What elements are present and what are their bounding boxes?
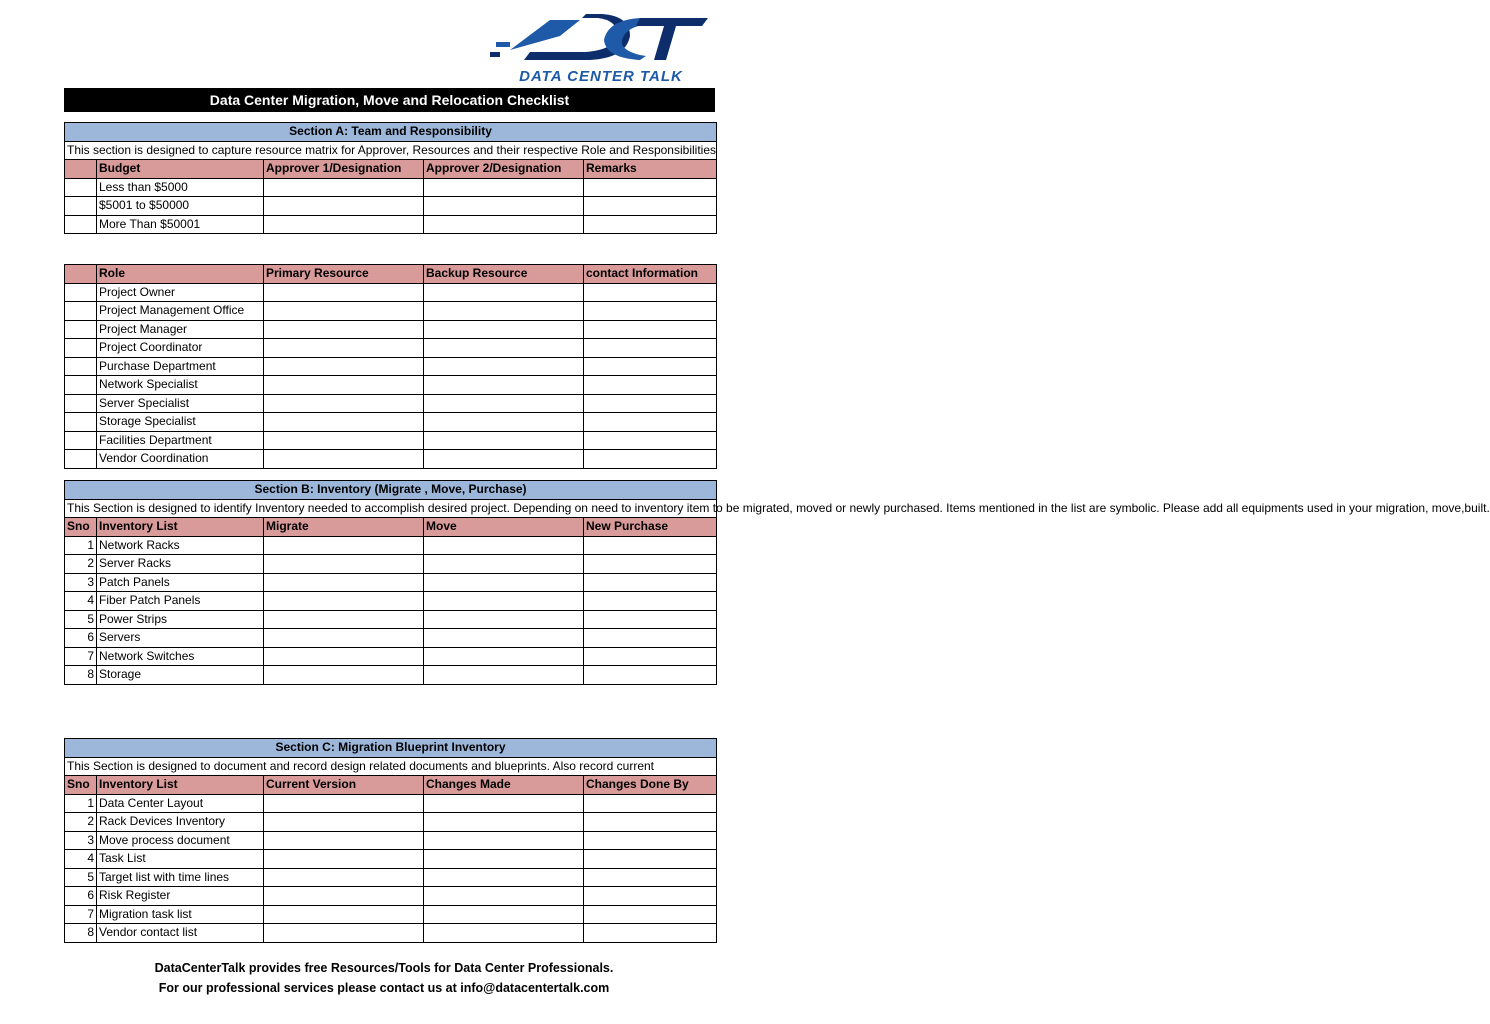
table-row bbox=[65, 794, 717, 813]
input-cell[interactable] bbox=[264, 450, 424, 469]
footer-line-resources: DataCenterTalk provides free Resources/Tools for Data Center Professionals. bbox=[154, 961, 614, 975]
input-cell[interactable] bbox=[264, 431, 424, 450]
table-row bbox=[65, 431, 717, 450]
section-a-description: This section is designed to capture resource matrix for Approver, Resources and their respective Role and Responsibilities bbox=[65, 141, 717, 160]
table-row bbox=[65, 868, 717, 887]
input-cell[interactable] bbox=[584, 850, 717, 869]
role-label: Network Specialist bbox=[97, 376, 264, 395]
input-cell[interactable] bbox=[584, 868, 717, 887]
row-number: 2 bbox=[65, 555, 97, 574]
input-cell[interactable] bbox=[584, 813, 717, 832]
input-cell[interactable] bbox=[424, 283, 584, 302]
role-label: Project Coordinator bbox=[97, 339, 264, 358]
column-header: Remarks bbox=[584, 160, 717, 179]
row-number: 8 bbox=[65, 924, 97, 943]
blueprint-item: Data Center Layout bbox=[97, 794, 264, 813]
role-label: Server Specialist bbox=[97, 394, 264, 413]
input-cell[interactable] bbox=[424, 924, 584, 943]
input-cell[interactable] bbox=[584, 431, 717, 450]
blueprint-item: Task List bbox=[97, 850, 264, 869]
input-cell[interactable] bbox=[584, 831, 717, 850]
role-label: Project Manager bbox=[97, 320, 264, 339]
inventory-header-row bbox=[65, 518, 717, 537]
input-cell[interactable] bbox=[424, 629, 584, 648]
row-number: 7 bbox=[65, 647, 97, 666]
input-cell[interactable] bbox=[264, 813, 424, 832]
section-a-budget-table bbox=[64, 122, 717, 234]
blueprint-item: Risk Register bbox=[97, 887, 264, 906]
column-header: Current Version bbox=[264, 776, 424, 795]
input-cell[interactable] bbox=[424, 887, 584, 906]
input-cell[interactable] bbox=[264, 666, 424, 685]
input-cell[interactable] bbox=[264, 573, 424, 592]
input-cell[interactable] bbox=[264, 794, 424, 813]
row-number: 7 bbox=[65, 905, 97, 924]
budget-label: Less than $5000 bbox=[97, 178, 264, 197]
input-cell[interactable] bbox=[584, 357, 717, 376]
table-row bbox=[65, 555, 717, 574]
column-header: Inventory List bbox=[97, 776, 264, 795]
input-cell[interactable] bbox=[264, 376, 424, 395]
role-header-row bbox=[65, 265, 717, 284]
table-row bbox=[65, 610, 717, 629]
input-cell[interactable] bbox=[584, 450, 717, 469]
table-row bbox=[65, 450, 717, 469]
section-c-heading: Section C: Migration Blueprint Inventory bbox=[65, 739, 717, 758]
table-row bbox=[65, 283, 717, 302]
inventory-item: Server Racks bbox=[97, 555, 264, 574]
row-number: 3 bbox=[65, 831, 97, 850]
input-cell[interactable] bbox=[584, 555, 717, 574]
row-number: 4 bbox=[65, 592, 97, 611]
input-cell[interactable] bbox=[584, 629, 717, 648]
input-cell[interactable] bbox=[264, 905, 424, 924]
column-header: Sno bbox=[65, 776, 97, 795]
column-header: Sno bbox=[65, 518, 97, 537]
section-b-description: This Section is designed to identify Inventory needed to accomplish desired project. Depending on need to inventory item to be migrated, moved or newly purchased. Items mentioned in the list are symbolic. Please add all equipments used in your migration, move,built. bbox=[65, 499, 717, 518]
blueprint-item: Vendor contact list bbox=[97, 924, 264, 943]
input-cell[interactable] bbox=[584, 320, 717, 339]
section-c-description: This Section is designed to document and record design related documents and blueprints. Also record current bbox=[65, 757, 717, 776]
input-cell[interactable] bbox=[424, 610, 584, 629]
table-row bbox=[65, 831, 717, 850]
inventory-item: Fiber Patch Panels bbox=[97, 592, 264, 611]
input-cell[interactable] bbox=[264, 536, 424, 555]
dct-logo-mark bbox=[490, 12, 710, 72]
input-cell[interactable] bbox=[584, 647, 717, 666]
role-label: Project Owner bbox=[97, 283, 264, 302]
role-label: Facilities Department bbox=[97, 431, 264, 450]
input-cell[interactable] bbox=[584, 283, 717, 302]
dct-logo bbox=[490, 12, 710, 90]
row-number: 6 bbox=[65, 887, 97, 906]
table-row bbox=[65, 339, 717, 358]
input-cell[interactable] bbox=[424, 555, 584, 574]
input-cell[interactable] bbox=[424, 376, 584, 395]
input-cell[interactable] bbox=[584, 178, 717, 197]
column-header: Approver 2/Designation bbox=[424, 160, 584, 179]
table-row bbox=[65, 887, 717, 906]
blueprint-item: Move process document bbox=[97, 831, 264, 850]
input-cell[interactable] bbox=[424, 536, 584, 555]
input-cell[interactable] bbox=[424, 831, 584, 850]
input-cell[interactable] bbox=[424, 647, 584, 666]
input-cell[interactable] bbox=[584, 905, 717, 924]
input-cell[interactable] bbox=[424, 339, 584, 358]
inventory-item: Storage bbox=[97, 666, 264, 685]
table-row bbox=[65, 536, 717, 555]
input-cell[interactable] bbox=[424, 666, 584, 685]
table-row bbox=[65, 592, 717, 611]
input-cell[interactable] bbox=[264, 413, 424, 432]
input-cell[interactable] bbox=[424, 905, 584, 924]
inventory-item: Network Racks bbox=[97, 536, 264, 555]
table-row bbox=[65, 413, 717, 432]
input-cell[interactable] bbox=[264, 831, 424, 850]
input-cell[interactable] bbox=[264, 339, 424, 358]
input-cell[interactable] bbox=[424, 813, 584, 832]
row-number: 4 bbox=[65, 850, 97, 869]
input-cell[interactable] bbox=[424, 573, 584, 592]
column-header: Move bbox=[424, 518, 584, 537]
input-cell[interactable] bbox=[424, 178, 584, 197]
row-number: 6 bbox=[65, 629, 97, 648]
input-cell[interactable] bbox=[424, 850, 584, 869]
input-cell[interactable] bbox=[424, 215, 584, 234]
input-cell[interactable] bbox=[264, 197, 424, 216]
table-row bbox=[65, 320, 717, 339]
column-header: Backup Resource bbox=[424, 265, 584, 284]
input-cell[interactable] bbox=[264, 555, 424, 574]
input-cell[interactable] bbox=[584, 794, 717, 813]
input-cell[interactable] bbox=[584, 536, 717, 555]
table-row bbox=[65, 302, 717, 321]
table-row bbox=[65, 813, 717, 832]
table-row bbox=[65, 924, 717, 943]
section-c-blueprint-table bbox=[64, 738, 717, 943]
table-row bbox=[65, 215, 717, 234]
input-cell[interactable] bbox=[264, 178, 424, 197]
input-cell[interactable] bbox=[424, 450, 584, 469]
row-number: 1 bbox=[65, 794, 97, 813]
input-cell[interactable] bbox=[584, 610, 717, 629]
blueprint-item: Migration task list bbox=[97, 905, 264, 924]
input-cell[interactable] bbox=[424, 357, 584, 376]
table-row bbox=[65, 376, 717, 395]
column-header: contact Information bbox=[584, 265, 717, 284]
table-row bbox=[65, 629, 717, 648]
input-cell[interactable] bbox=[264, 302, 424, 321]
input-cell[interactable] bbox=[424, 197, 584, 216]
input-cell[interactable] bbox=[264, 924, 424, 943]
input-cell[interactable] bbox=[264, 394, 424, 413]
input-cell[interactable] bbox=[264, 215, 424, 234]
input-cell[interactable] bbox=[264, 850, 424, 869]
input-cell[interactable] bbox=[424, 431, 584, 450]
input-cell[interactable] bbox=[424, 302, 584, 321]
table-row bbox=[65, 394, 717, 413]
input-cell[interactable] bbox=[424, 394, 584, 413]
input-cell[interactable] bbox=[264, 357, 424, 376]
blueprint-item: Target list with time lines bbox=[97, 868, 264, 887]
table-row bbox=[65, 905, 717, 924]
section-a-role-table bbox=[64, 264, 717, 469]
input-cell[interactable] bbox=[584, 666, 717, 685]
input-cell[interactable] bbox=[584, 215, 717, 234]
table-row bbox=[65, 573, 717, 592]
input-cell[interactable] bbox=[424, 868, 584, 887]
inventory-item: Patch Panels bbox=[97, 573, 264, 592]
inventory-item: Power Strips bbox=[97, 610, 264, 629]
budget-header-row bbox=[65, 160, 717, 179]
role-label: Vendor Coordination bbox=[97, 450, 264, 469]
column-header: Changes Done By bbox=[584, 776, 717, 795]
input-cell[interactable] bbox=[584, 394, 717, 413]
row-number: 3 bbox=[65, 573, 97, 592]
row-number: 5 bbox=[65, 610, 97, 629]
input-cell[interactable] bbox=[264, 647, 424, 666]
table-row bbox=[65, 850, 717, 869]
budget-label: More Than $50001 bbox=[97, 215, 264, 234]
section-b-inventory-table bbox=[64, 480, 1490, 685]
input-cell[interactable] bbox=[584, 924, 717, 943]
footer bbox=[0, 958, 768, 998]
column-header: Migrate bbox=[264, 518, 424, 537]
input-cell[interactable] bbox=[584, 376, 717, 395]
input-cell[interactable] bbox=[424, 592, 584, 611]
logo-wordmark: DATA CENTER TALK bbox=[519, 68, 683, 85]
table-row bbox=[65, 666, 717, 685]
row-number: 1 bbox=[65, 536, 97, 555]
input-cell[interactable] bbox=[424, 794, 584, 813]
input-cell[interactable] bbox=[584, 302, 717, 321]
column-header: Role bbox=[97, 265, 264, 284]
column-header: Inventory List bbox=[97, 518, 264, 537]
input-cell[interactable] bbox=[584, 592, 717, 611]
row-number: 8 bbox=[65, 666, 97, 685]
input-cell[interactable] bbox=[584, 413, 717, 432]
table-row bbox=[65, 178, 717, 197]
blueprint-item: Rack Devices Inventory bbox=[97, 813, 264, 832]
input-cell[interactable] bbox=[584, 887, 717, 906]
footer-line-contact: For our professional services please contact us at info@datacentertalk.com bbox=[158, 981, 610, 995]
blueprint-header-row bbox=[65, 776, 717, 795]
column-header: New Purchase bbox=[584, 518, 717, 537]
input-cell[interactable] bbox=[584, 339, 717, 358]
column-header: Approver 1/Designation bbox=[264, 160, 424, 179]
document-title: Data Center Migration, Move and Relocation Checklist bbox=[64, 88, 715, 112]
input-cell[interactable] bbox=[424, 320, 584, 339]
input-cell[interactable] bbox=[264, 610, 424, 629]
section-b-heading: Section B: Inventory (Migrate , Move, Purchase) bbox=[65, 481, 717, 500]
input-cell[interactable] bbox=[264, 868, 424, 887]
column-header: Primary Resource bbox=[264, 265, 424, 284]
inventory-item: Network Switches bbox=[97, 647, 264, 666]
input-cell[interactable] bbox=[584, 197, 717, 216]
input-cell[interactable] bbox=[264, 629, 424, 648]
row-number: 5 bbox=[65, 868, 97, 887]
input-cell[interactable] bbox=[584, 573, 717, 592]
column-header: Changes Made bbox=[424, 776, 584, 795]
role-label: Storage Specialist bbox=[97, 413, 264, 432]
table-row bbox=[65, 197, 717, 216]
input-cell[interactable] bbox=[264, 592, 424, 611]
role-label: Purchase Department bbox=[97, 357, 264, 376]
inventory-item: Servers bbox=[97, 629, 264, 648]
table-row bbox=[65, 647, 717, 666]
input-cell[interactable] bbox=[264, 887, 424, 906]
row-number: 2 bbox=[65, 813, 97, 832]
table-row bbox=[65, 357, 717, 376]
input-cell[interactable] bbox=[264, 320, 424, 339]
input-cell[interactable] bbox=[424, 413, 584, 432]
column-header: Budget bbox=[97, 160, 264, 179]
input-cell[interactable] bbox=[264, 283, 424, 302]
budget-label: $5001 to $50000 bbox=[97, 197, 264, 216]
role-label: Project Management Office bbox=[97, 302, 264, 321]
section-a-heading: Section A: Team and Responsibility bbox=[65, 123, 717, 142]
